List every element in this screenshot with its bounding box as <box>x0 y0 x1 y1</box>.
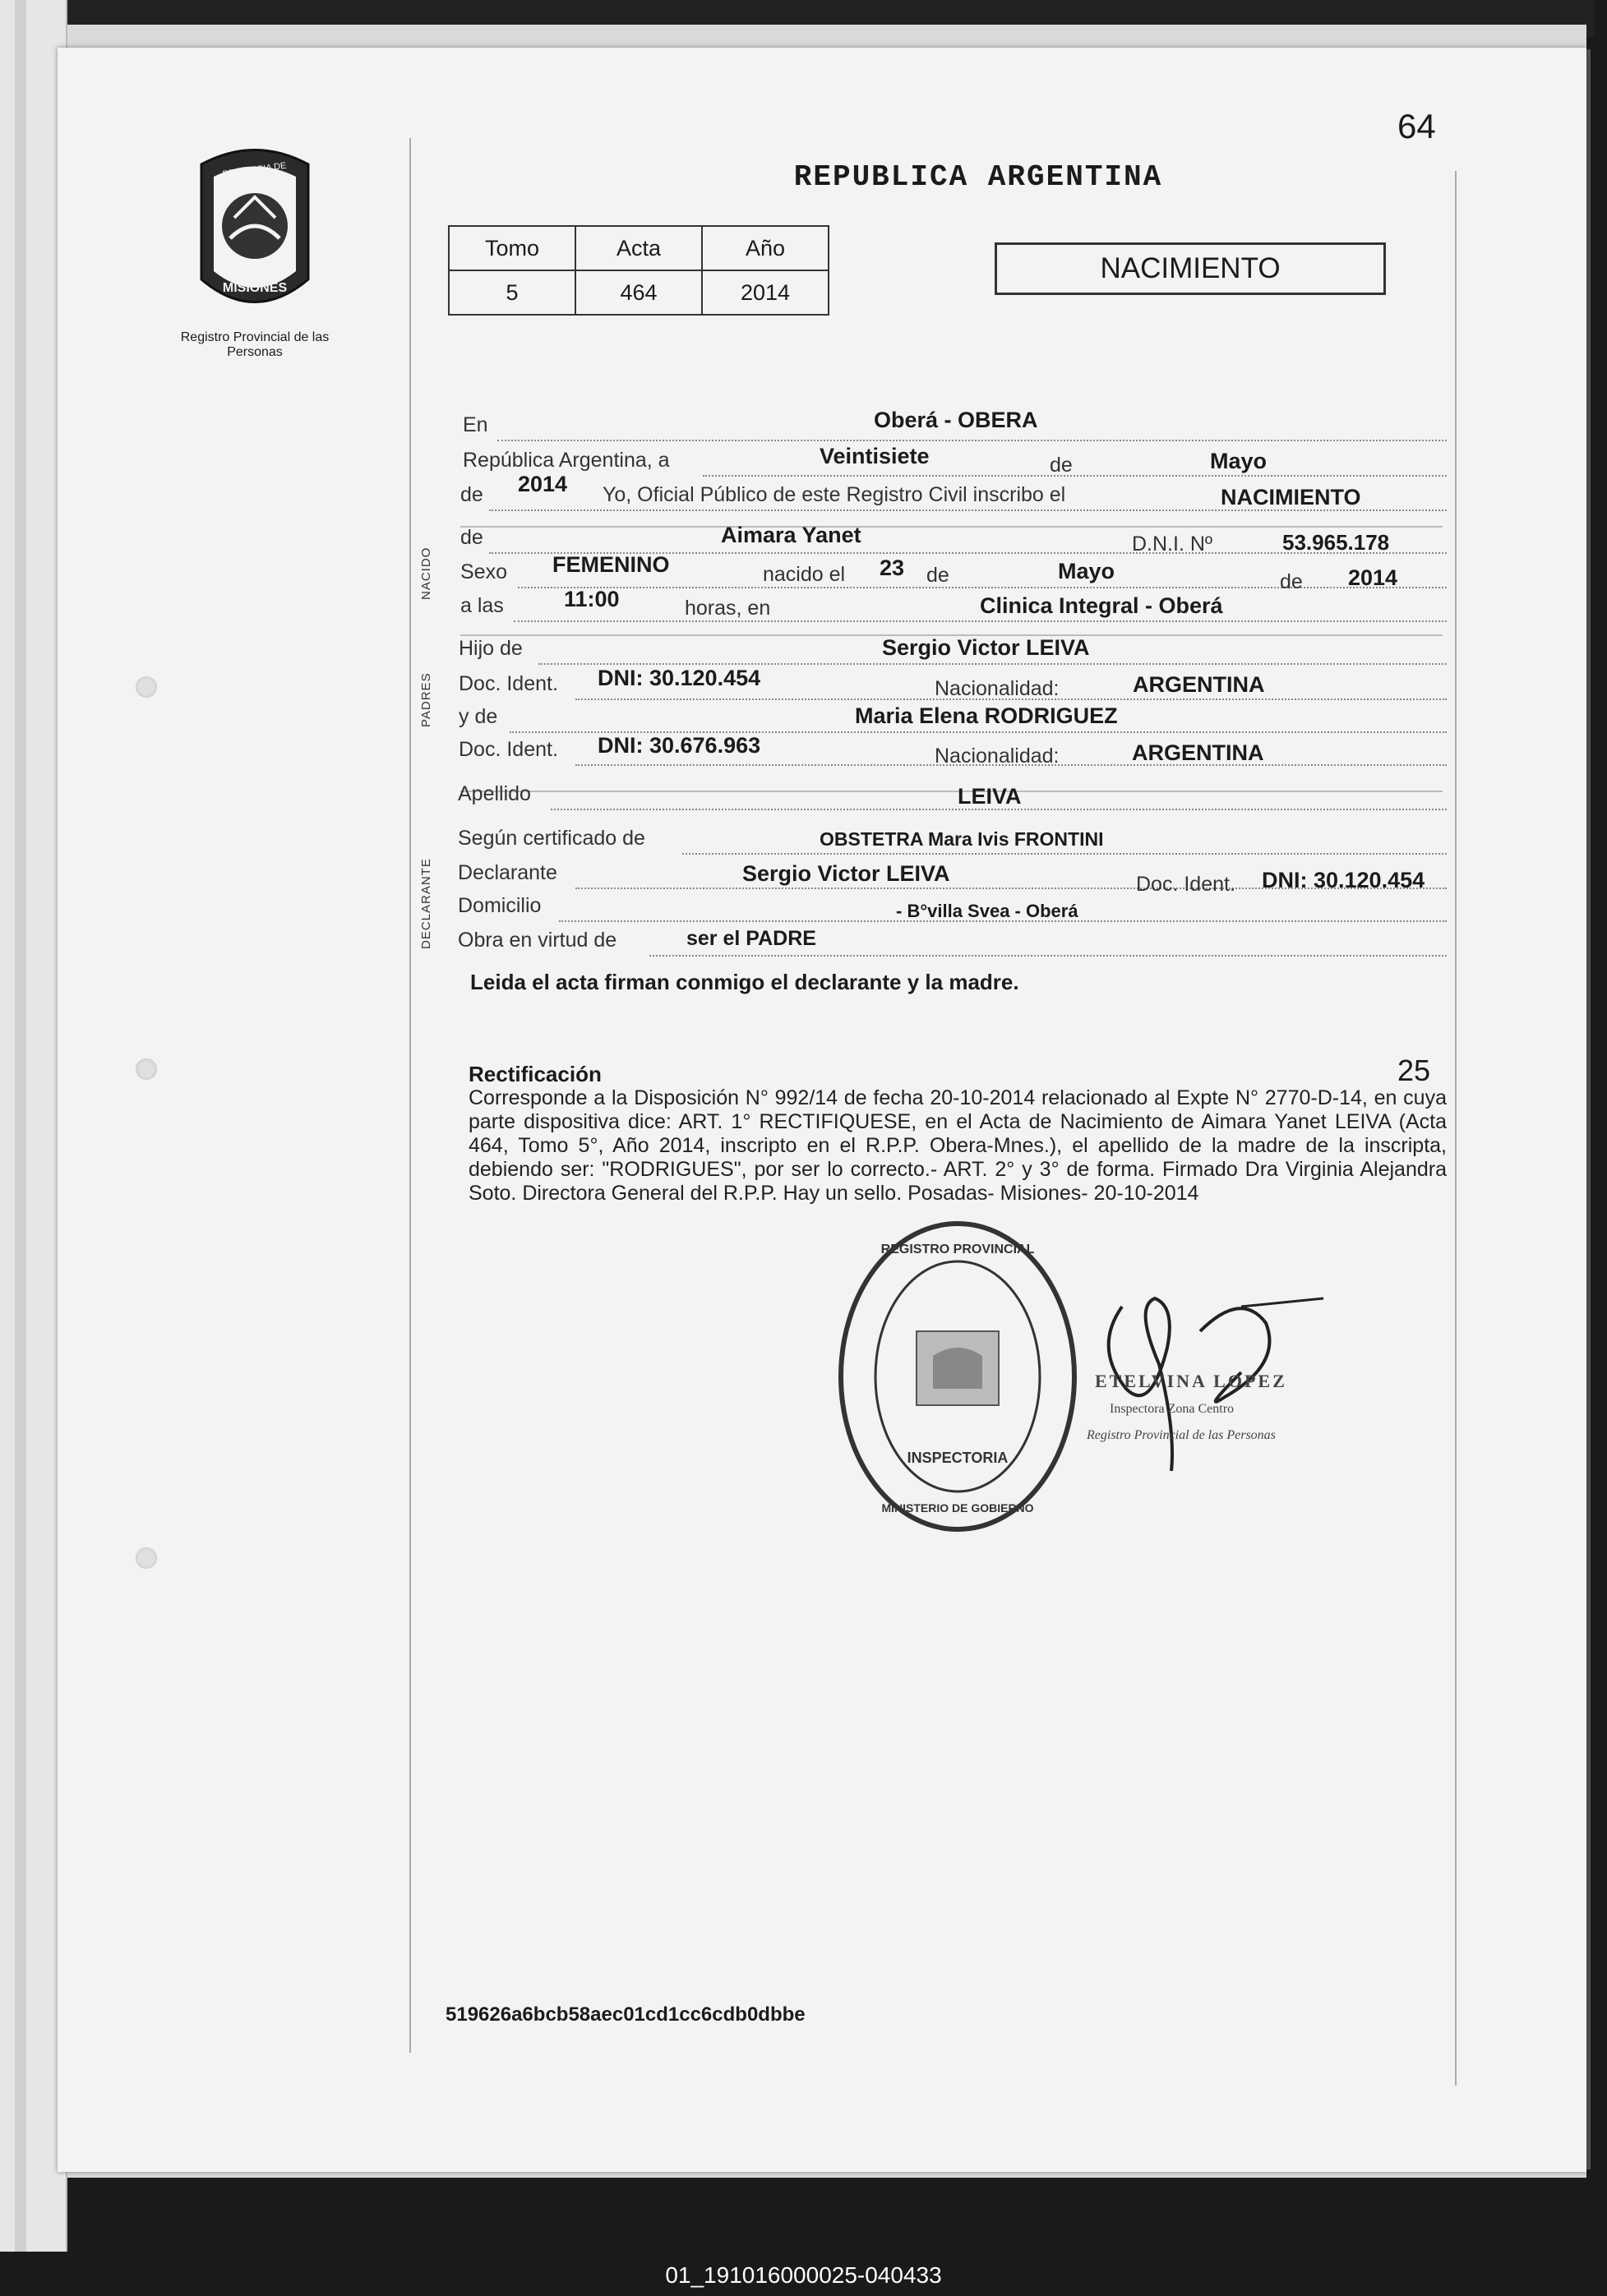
province-seal-logo <box>185 140 325 345</box>
value-dni: 53.965.178 <box>1282 530 1390 555</box>
value-madre: Maria Elena RODRIGUEZ <box>855 703 1118 728</box>
svg-text:REGISTRO PROVINCIAL: REGISTRO PROVINCIAL <box>880 1243 1035 1256</box>
label-hijo-de: Hijo de <box>459 637 523 660</box>
label-apellido: Apellido <box>458 782 531 805</box>
value-nac-anio: 2014 <box>1348 565 1398 590</box>
value-nac-mes: Mayo <box>1058 559 1115 583</box>
value-madre-nac: ARGENTINA <box>1132 740 1264 765</box>
label-yo-oficial: Yo, Oficial Público de este Registro Civil inscribo el <box>603 483 1066 506</box>
label-de-name: de <box>460 526 483 549</box>
value-nombre: Aimara Yanet <box>721 523 861 547</box>
acta-header: Acta <box>575 226 702 270</box>
value-padre-doc: DNI: 30.120.454 <box>598 666 761 690</box>
label-nacionalidad-madre: Nacionalidad: <box>935 745 1060 768</box>
label-domicilio: Domicilio <box>458 894 542 917</box>
label-doc-ident-declarante: Doc. Ident. <box>1136 873 1235 896</box>
anio-header: Año <box>702 226 829 270</box>
punch-hole <box>136 676 157 698</box>
label-doc-ident-padre: Doc. Ident. <box>459 672 558 695</box>
label-de-year: de <box>460 483 483 506</box>
value-lugar: Oberá - OBERA <box>874 408 1038 432</box>
logo-caption: Registro Provincial de las Personas <box>180 330 330 359</box>
value-padre-nac: ARGENTINA <box>1133 672 1265 697</box>
margin-line <box>409 138 411 2053</box>
label-de: de <box>1050 454 1073 477</box>
label-de-mes: de <box>926 564 949 587</box>
value-declarante: Sergio Victor LEIVA <box>742 861 950 886</box>
section-label-declarante: DECLARANTE <box>419 858 433 949</box>
label-nacionalidad-padre: Nacionalidad: <box>935 677 1060 700</box>
label-en: En <box>463 413 488 436</box>
acta-value: 464 <box>575 270 702 315</box>
label-obra-en-virtud: Obra en virtud de <box>458 929 617 952</box>
anio-value: 2014 <box>702 270 829 315</box>
document-hash: 519626a6bcb58aec01cd1cc6cdb0dbbe <box>446 2003 806 2026</box>
value-acto: NACIMIENTO <box>1221 485 1361 509</box>
signatory-name: ETELVINA LOPEZ <box>1095 1371 1287 1391</box>
tomo-header: Tomo <box>449 226 575 270</box>
label-y-de: y de <box>459 705 498 728</box>
value-madre-doc: DNI: 30.676.963 <box>598 733 761 758</box>
act-type-box: NACIMIENTO <box>995 242 1386 295</box>
value-certificado: OBSTETRA Mara Ivis FRONTINI <box>820 828 1104 850</box>
tomo-value: 5 <box>449 270 575 315</box>
label-dni: D.N.I. Nº <box>1132 533 1213 556</box>
page-number: 64 <box>1397 107 1436 145</box>
label-doc-ident-madre: Doc. Ident. <box>459 738 558 761</box>
punch-hole <box>136 1547 157 1569</box>
value-declarante-doc: DNI: 30.120.454 <box>1262 868 1425 892</box>
signatory-role: Inspectora Zona Centro <box>1110 1402 1235 1416</box>
label-sexo: Sexo <box>460 560 507 583</box>
value-nac-dia: 23 <box>880 556 905 580</box>
label-a-las: a las <box>460 594 504 617</box>
value-domicilio: - B°villa Svea - Oberá <box>896 901 1078 921</box>
file-code: 01_191016000025-040433 <box>665 2262 942 2288</box>
value-mes: Mayo <box>1210 449 1268 473</box>
binder-edge <box>15 0 26 2252</box>
svg-text:INSPECTORIA: INSPECTORIA <box>907 1450 1009 1466</box>
label-declarante: Declarante <box>458 861 557 884</box>
label-de-anio: de <box>1280 570 1303 593</box>
value-padre: Sergio Victor LEIVA <box>882 635 1090 660</box>
section-divider <box>460 791 1443 792</box>
svg-text:MISIONES: MISIONES <box>222 281 288 295</box>
official-stamp <box>834 1216 1081 1537</box>
rectificacion-title: Rectificación <box>469 1062 602 1086</box>
label-segun-certificado: Según certificado de <box>458 827 645 850</box>
margin-line-right <box>1455 171 1457 2086</box>
section-label-nacido: NACIDO <box>419 546 433 600</box>
value-apellido: LEIVA <box>958 784 1022 809</box>
value-dia: Veintisiete <box>820 444 930 468</box>
value-sexo: FEMENINO <box>552 552 670 577</box>
label-nacido-el: nacido el <box>763 563 846 586</box>
value-obra: ser el PADRE <box>686 927 816 950</box>
rectificacion-number: 25 <box>1397 1053 1431 1087</box>
label-horas-en: horas, en <box>685 597 771 620</box>
svg-text:PROVINCIA DE: PROVINCIA DE <box>222 160 288 180</box>
section-label-padres: PADRES <box>419 672 433 727</box>
closing-statement: Leida el acta firman conmigo el declarante y la madre. <box>470 970 1019 994</box>
page-title: REPUBLICA ARGENTINA <box>793 160 1163 194</box>
signatory-org: Registro Provincial de las Personas <box>1087 1428 1276 1442</box>
svg-text:MINISTERIO DE GOBIERNO: MINISTERIO DE GOBIERNO <box>881 1501 1034 1515</box>
label-republica: República Argentina, a <box>463 449 670 472</box>
value-lugar-nac: Clinica Integral - Oberá <box>980 593 1223 618</box>
rectificacion-body: Corresponde a la Disposición N° 992/14 de fecha 20-10-2014 relacionado al Expte N° 2770-D-14, en cuya parte dispositiva dice: ART. 1° RECTIFIQUESE, en el Acta de Nacimiento de Aimara Yanet LEIVA (Acta 464, Tomo 5°, Año 2014, inscripto en el R.P.P. Obera-Mnes.), el apellido de la madre de la inscripta, debiendo ser: "RODRIGUES", por ser lo correcto.- ART. 2° y 3° de forma. Firmado Dra Virginia Alejandra Soto. Directora General del R.P.P. Hay un sello. Posadas- Misiones- 20-10-2014 <box>469 1086 1447 1205</box>
punch-hole <box>136 1058 157 1080</box>
value-anio: 2014 <box>518 472 568 496</box>
register-table <box>448 225 829 316</box>
section-divider <box>460 526 1443 528</box>
value-hora: 11:00 <box>564 587 620 611</box>
